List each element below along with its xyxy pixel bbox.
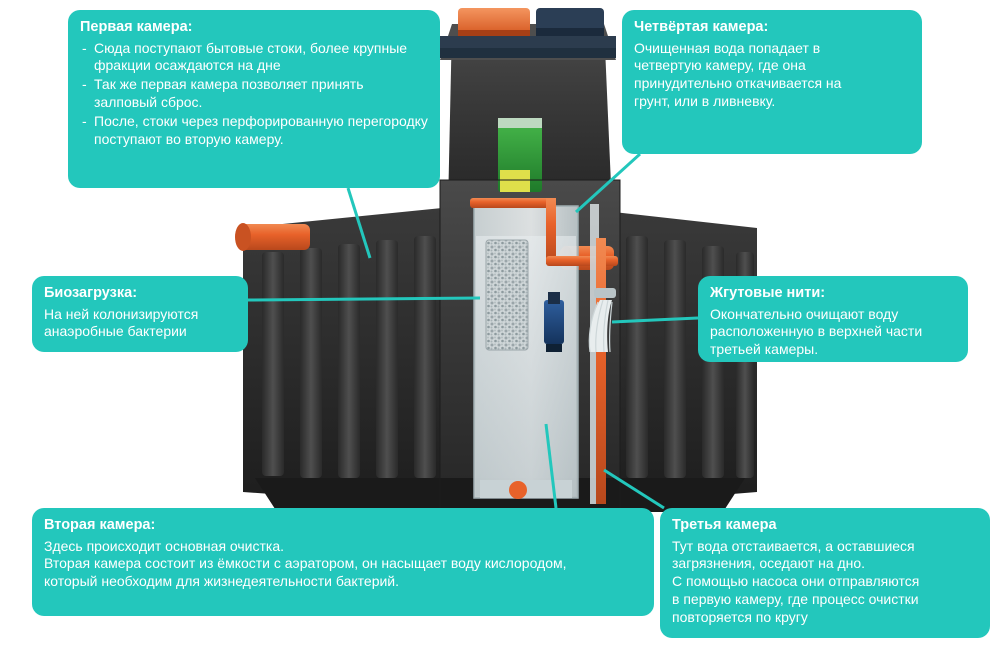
- callout-chamber-two-title: Вторая камера:: [44, 517, 156, 533]
- callout-line: третьей камеры.: [710, 341, 819, 358]
- inlet-pipe: [235, 223, 310, 251]
- callout-line: четвертую камеру, где она: [634, 57, 806, 74]
- bio-load-media: [486, 240, 528, 350]
- callout-chamber-one-title: Первая камера:: [80, 19, 193, 35]
- callout-line: Окончательно очищают воду: [710, 305, 899, 322]
- callout-chamber-one: [68, 10, 440, 188]
- callout-line: который необходим для жизнедеятельности бактерий.: [44, 573, 400, 590]
- callout-line: загрязнения, оседают на дно.: [672, 555, 866, 572]
- aerator-pump: [544, 292, 564, 352]
- callout-line: Здесь происходит основная очистка.: [44, 537, 285, 554]
- callout-line: в первую камеру, где процесс очистки: [672, 591, 919, 608]
- callout-line: расположенную в верхней части: [710, 323, 923, 340]
- callout-line: На ней колонизируются: [44, 305, 199, 322]
- callout-line: принудительно откачивается на: [634, 75, 842, 92]
- callout-line: Тут вода отстаивается, а оставшиеся: [672, 537, 915, 554]
- callout-chamber-four-title: Четвёртая камера:: [634, 19, 769, 35]
- callout-line: Вторая камера состоит из ёмкости с аэратором, он насыщает воду кислородом,: [44, 555, 567, 572]
- list-item: - Сюда поступают бытовые стоки, более крупные фракции осаждаются на дне: [80, 40, 428, 76]
- transfer-riser: [590, 204, 606, 504]
- tank-lids: [440, 8, 616, 58]
- green-module: [498, 118, 542, 192]
- bottom-outlet: [480, 480, 572, 499]
- callout-chamber-three-title: Третья камера: [672, 517, 777, 533]
- callout-filament-threads: [698, 276, 968, 362]
- callout-chamber-two: [32, 508, 654, 616]
- callout-filament-threads-title: Жгутовые нити:: [710, 285, 826, 301]
- callout-line: С помощью насоса они отправляются: [672, 573, 920, 590]
- callout-chamber-one-list: [80, 40, 428, 149]
- list-item: - После, стоки через перфорированную перегородку поступают во вторую камеру.: [80, 113, 428, 149]
- callout-chamber-three: [660, 508, 990, 638]
- callout-bio-load: [32, 276, 248, 352]
- callout-chamber-four: [622, 10, 922, 154]
- callout-line: повторяется по кругу: [672, 609, 808, 626]
- callout-line: грунт, или в ливневку.: [634, 93, 776, 110]
- callout-bio-load-title: Биозагрузка:: [44, 285, 138, 301]
- callout-line: анаэробные бактерии: [44, 323, 187, 340]
- list-item: - Так же первая камера позволяет принять залповый сброс.: [80, 76, 428, 112]
- callout-line: Очищенная вода попадает в: [634, 39, 821, 56]
